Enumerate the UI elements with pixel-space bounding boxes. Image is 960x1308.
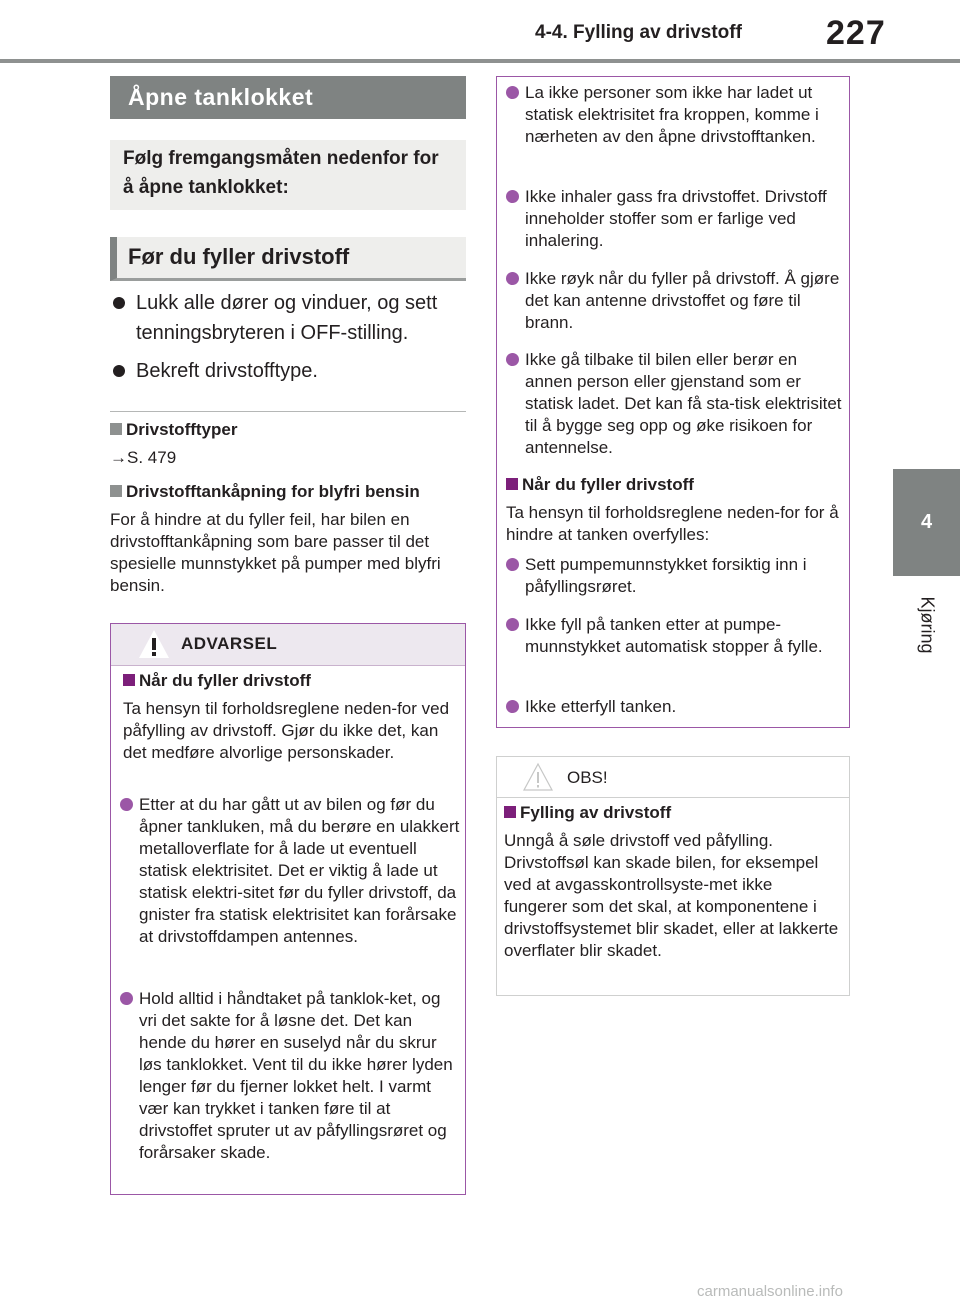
- warning-item: Ikke gå tilbake til bilen eller berør en annen person eller gjenstand som er statisk ladet. Det kan få sta-tisk elektrisitet til å bygge seg opp og øke risikoen for antennelse.: [506, 349, 846, 459]
- warning-triangle-icon: [137, 627, 171, 661]
- bullet-dot: [506, 353, 519, 366]
- divider: [110, 411, 466, 412]
- bullet-dot: [113, 297, 125, 309]
- note-fuel-types: [110, 420, 466, 469]
- warning-item: La ikke personer som ikke har ladet ut statisk elektrisitet fra kroppen, komme i nærheten av den åpne drivstofftanken.: [506, 82, 844, 148]
- section-title: Åpne tanklokket: [110, 76, 466, 119]
- bullet-text: Lukk alle dører og vinduer, og sett tenningsbryteren i OFF-stilling.: [136, 292, 438, 344]
- warning-text: Ta hensyn til forholdsreglene neden-for ved påfylling av drivstoff. Gjør du ikke det, kan det medføre alvorlige personskader.: [123, 699, 450, 762]
- chapter-tab: 4: [893, 469, 960, 576]
- warning-item: Ikke røyk når du fyller på drivstoff. Å gjøre det kan antenne drivstoffet og føre til brann.: [506, 268, 844, 334]
- warning-content-2: [506, 475, 844, 546]
- notice-box: [496, 756, 850, 996]
- header-rule: [0, 59, 960, 63]
- caution-triangle-icon: [521, 760, 555, 794]
- notice-label: OBS!: [567, 768, 608, 787]
- warning-heading: Når du fyller drivstoff: [506, 475, 844, 495]
- note-title: Drivstofftyper: [110, 420, 466, 440]
- bullet-dot: [506, 700, 519, 713]
- notice-header: [497, 757, 849, 798]
- bullet-item: [113, 288, 463, 348]
- warning-content: [123, 671, 459, 764]
- warning-text: Ta hensyn til forholdsreglene neden-for for å hindre at tanken overfylles:: [506, 503, 839, 544]
- intro-box: Følg fremgangsmåten nedenfor for å åpne tanklokket:: [110, 140, 466, 210]
- bullet-dot: [506, 272, 519, 285]
- notice-text: Unngå å søle drivstoff ved påfylling. Drivstoffsøl kan skade bilen, for eksempel ved at avgasskontrollsyste-met ikke fungerer som det skal, at komponentene i drivstoffsystemet blir skadet, eller at lakkerte overflater blir skadet.: [504, 831, 839, 960]
- note-text: →S. 479: [110, 448, 177, 467]
- warning-item: Ikke inhaler gass fra drivstoffet. Drivstoff inneholder stoffer som er farlige ved inhalering.: [506, 186, 844, 252]
- page-number: 227: [826, 14, 886, 52]
- warning-item: Ikke fyll på tanken etter at pumpe-munnstykket automatisk stopper å fylle.: [506, 614, 844, 658]
- square-bullet-icon: [110, 423, 122, 435]
- watermark: carmanualsonline.info: [697, 1283, 843, 1300]
- warning-label: ADVARSEL: [181, 634, 278, 653]
- square-bullet-icon: [123, 674, 135, 686]
- warning-item: Hold alltid i håndtaket på tanklok-ket, og vri det sakte for å løsne det. Det kan hende du hører en suselyd når du skrur løs tanklokket. Vent til du ikke hører lyden lenger før du fjerner lokket helt. I varmt vær kan trykket i tanken føre til at drivstoffet spruter ut av påfyllingsrøret og forårsaker skade.: [120, 988, 460, 1164]
- subheading: Før du fyller drivstoff: [110, 237, 466, 281]
- section-header: 4-4. Fylling av drivstoff: [535, 22, 742, 43]
- warning-header: [111, 624, 465, 666]
- note-text: For å hindre at du fyller feil, har bilen en drivstofftankåpning som bare passer til det spesielle munnstykket på pumper med blyfri bensin.: [110, 510, 441, 595]
- square-bullet-icon: [506, 478, 518, 490]
- bullet-dot: [506, 558, 519, 571]
- bullet-item: [113, 356, 463, 386]
- note-title: Drivstofftankåpning for blyfri bensin: [110, 482, 466, 502]
- bullet-dot: [506, 86, 519, 99]
- warning-box-continued: [496, 76, 850, 728]
- bullet-dot: [506, 190, 519, 203]
- bullet-dot: [120, 798, 133, 811]
- warning-heading: Når du fyller drivstoff: [123, 671, 459, 691]
- square-bullet-icon: [110, 485, 122, 497]
- notice-content: [504, 803, 840, 962]
- warning-item: Sett pumpemunnstykket forsiktig inn i påfyllingsrøret.: [506, 554, 844, 598]
- bullet-dot: [506, 618, 519, 631]
- square-bullet-icon: [504, 806, 516, 818]
- bullet-dot: [120, 992, 133, 1005]
- warning-item: Ikke etterfyll tanken.: [506, 696, 844, 718]
- bullet-dot: [113, 365, 125, 377]
- bullet-text: Bekreft drivstofftype.: [136, 360, 318, 382]
- note-fuel-opening: [110, 482, 466, 597]
- chapter-label: [893, 580, 960, 670]
- warning-item: Etter at du har gått ut av bilen og før du åpner tankluken, må du berøre en ulakkert metalloverflate for å lade ut eventuell statisk elektrisitet. Det er viktig å lade ut statisk elektri-sitet før du fyller drivstoff, da gnister fra statisk elektrisitet kan forårsake at drivstoffdampen antennes.: [120, 794, 460, 948]
- chapter-label-text: Kjøring: [917, 596, 937, 654]
- warning-box: [110, 623, 466, 1195]
- notice-heading: Fylling av drivstoff: [504, 803, 840, 823]
